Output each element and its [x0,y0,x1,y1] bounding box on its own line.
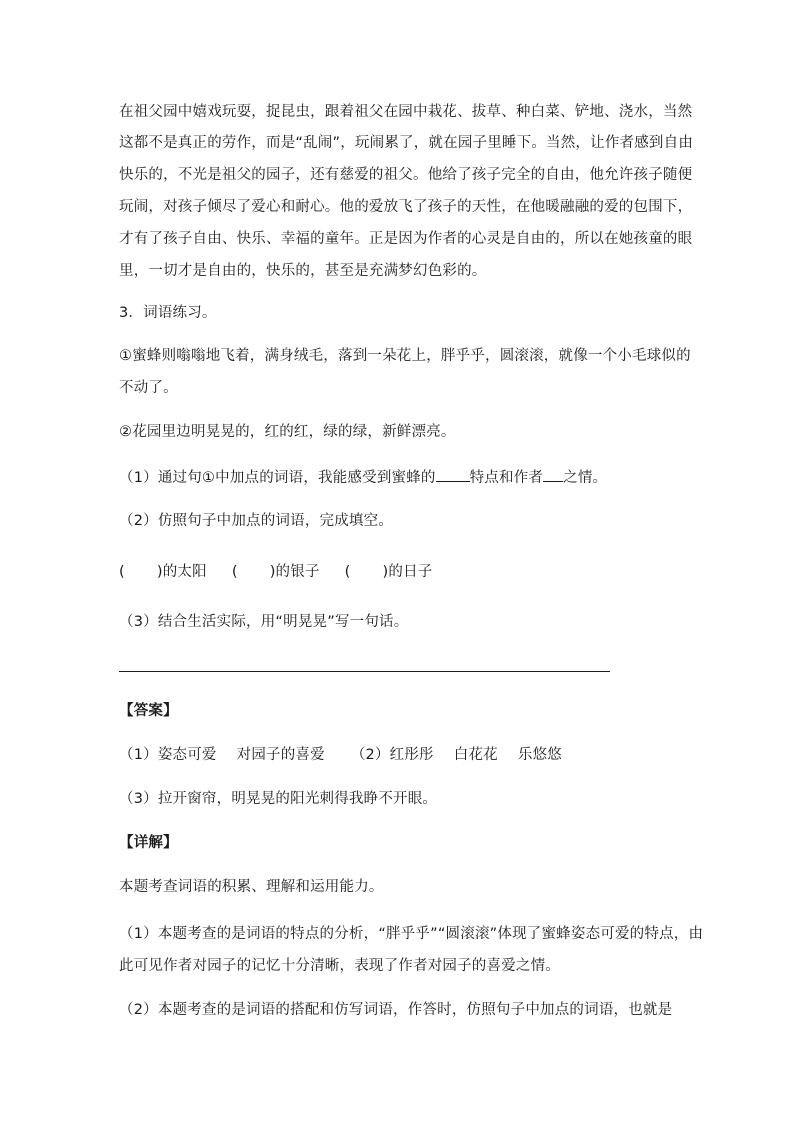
explanation-p2: （2）本题考查的是词语的搭配和仿写词语，作答时，仿照句子中加点的词语，也就是 [119,1002,673,1018]
sentence-1-continued: 不动了。 [119,380,178,396]
passage-line: 在祖父园中嬉戏玩耍，捉昆虫，跟着祖父在园中栽花、拔草、种白菜、铲地、浇水，当然 [119,104,693,120]
sentence-1: ①蜜蜂则嗡嗡地飞着，满身绒毛，落到一朵花上，胖乎乎，圆滚滚，就像一个小毛球似的 [119,348,691,364]
answer-1a: （1）姿态可爱 [119,747,217,763]
explanation-p1-continued: 此可见作者对园子的记忆十分清晰，表现了作者对园子的喜爱之情。 [119,958,560,974]
passage-line: 玩闹，对孩子倾尽了爱心和耐心。他的爱放飞了孩子的天性，在他暖融融的爱的包围下， [119,199,693,215]
answer-2a: （2）红彤彤 [350,747,434,763]
answer-line-1 [119,745,562,765]
answer-heading: 【答案】 [119,703,178,719]
fill-blank-feeling[interactable] [543,467,563,482]
sentence-2: ②花园里边明晃晃的，红的红，绿的绿，新鲜漂亮。 [119,424,456,440]
passage-line: 里，一切才是自由的，快乐的，甚至是充满梦幻色彩的。 [119,263,487,279]
fill-item-2[interactable]: ( )的银子 [231,564,320,580]
answer-1b: 对园子的喜爱 [236,747,325,763]
sub-question-3: （3）结合生活实际，用“明晃晃”写一句话。 [119,614,409,630]
passage-line: 才有了孩子自由、快乐、幸福的童年。正是因为作者的心灵是自由的，所以在她孩童的眼 [119,231,693,247]
passage-line: 这都不是真正的劳作，而是“乱闹”，玩闹累了，就在园子里睡下。当然，让作者感到自由 [119,135,694,151]
explanation-p1: （1）本题考查的是词语的特点的分析，“胖乎乎”“圆滚滚”体现了蜜蜂姿态可爱的特点，由 [119,926,704,942]
explanation-intro: 本题考查词语的积累、理解和运用能力。 [119,879,384,895]
sub-question-1-text: （1）通过句①中加点的词语，我能感受到蜜蜂的 [119,470,436,486]
answer-2b: 白花花 [453,747,498,763]
sub-question-1-middle: 特点和作者 [469,470,544,486]
explanation-heading: 【详解】 [119,835,178,851]
question-number: 3．词语练习。 [119,305,217,321]
sub-question-2: （2）仿照句子中加点的词语，完成填空。 [119,513,394,529]
fill-in-row [119,562,432,582]
fill-blank-trait[interactable] [436,467,470,482]
answer-line-2: （3）拉开窗帘，明晃晃的阳光刺得我睁不开眼。 [119,791,438,807]
fill-item-3[interactable]: ( )的日子 [344,564,433,580]
sub-question-1 [119,467,607,488]
fill-item-1[interactable]: ( )的太阳 [119,564,207,580]
passage-line: 快乐的，不光是祖父的园子，还有慈爱的祖父。他给了孩子完全的自由，他允许孩子随便 [119,167,693,183]
answer-line[interactable] [119,671,610,672]
answer-2c: 乐悠悠 [517,747,562,763]
sub-question-1-end: 之情。 [563,470,608,486]
